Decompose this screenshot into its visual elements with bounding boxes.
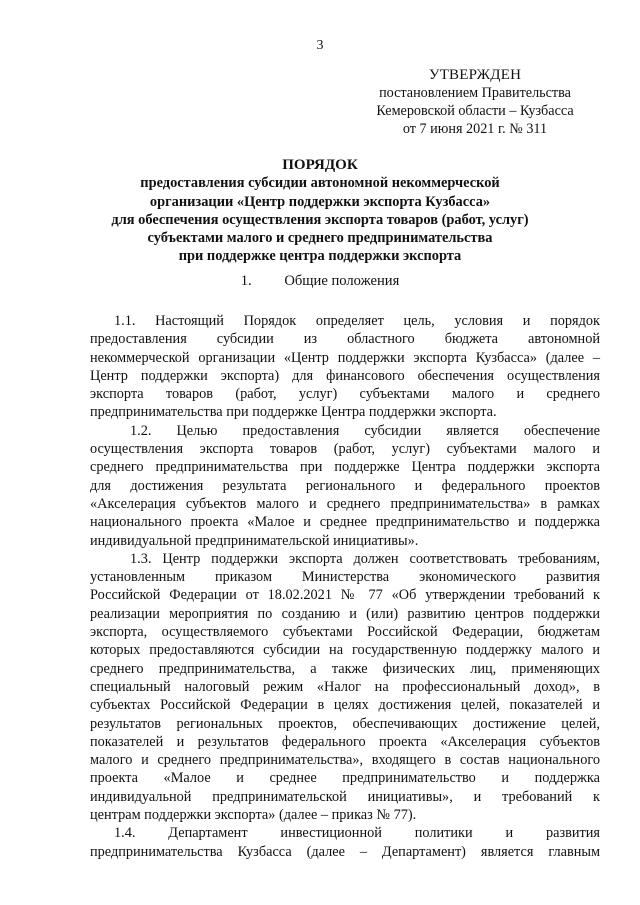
body-line: предоставления субсидии из областного бюджета автономной — [90, 331, 600, 348]
body-line: экспорта товаров (работ, услуг) субъектами малого и среднего — [90, 386, 600, 403]
body-line: 1.3. Центр поддержки экспорта должен соответствовать требованиям, — [130, 550, 600, 567]
title-line: организации «Центр поддержки экспорта Кузбасса» — [149, 193, 491, 210]
body-line: 1.1. Настоящий Порядок определяет цель, условия и порядок — [114, 313, 600, 329]
body-line: проекта «Малое и среднее предпринимательство и поддержка — [90, 770, 600, 787]
body-line: Центр поддержки экспорта) для финансового обеспечения осуществления — [90, 367, 600, 384]
body-line: установленным приказом Министерства экономического развития — [90, 569, 600, 586]
body-line: индивидуальной предпринимательской инициативы». — [90, 532, 419, 549]
section-heading — [0, 273, 640, 290]
approval-line-3: от 7 июня 2021 г. № 311 — [402, 121, 548, 137]
body-line: некоммерческой организации «Центр поддержки экспорта Кузбасса» (далее – — [90, 349, 600, 366]
body-line: которых предоставляются субсидии на государственную поддержку малого и — [90, 642, 600, 659]
section-number: 1. — [240, 273, 252, 289]
approval-heading: УТВЕРЖДЕН — [428, 67, 522, 83]
section-title: Общие положения — [284, 273, 400, 289]
title-line: для обеспечения осуществления экспорта товаров (работ, услуг) — [111, 211, 529, 228]
approval-line-2: Кемеровской области – Кузбасса — [376, 103, 574, 119]
body-line: среднего предпринимательства, а также физических лиц, применяющих — [90, 660, 600, 677]
body-line: предпринимательства Кузбасса (далее – Департамент) является главным — [90, 843, 600, 860]
body-line: специальный налоговый режим «Налог на профессиональный доход», в — [90, 678, 600, 695]
body-line: предпринимательства при поддержке Центра поддержки экспорта. — [90, 404, 497, 421]
body-line: индивидуальной предпринимательской инициативы», и требований к — [90, 788, 600, 805]
title-line: ПОРЯДОК — [282, 157, 358, 173]
document-body — [90, 312, 600, 861]
body-line: 1.2. Целью предоставления субсидии является обеспечение — [130, 422, 600, 439]
title-line: при поддержке центра поддержки экспорта — [178, 248, 462, 265]
body-line: показателей и результатов федерального проекта «Акселерация субъектов — [90, 733, 600, 750]
title-line: предоставления субсидии автономной некоммерческой — [140, 175, 500, 192]
body-line: среднего предпринимательства при поддержке Центра поддержки экспорта — [90, 459, 600, 476]
body-line: 1.4. Департамент инвестиционной политики и развития — [114, 825, 600, 842]
body-line: центрам поддержки экспорта» (далее – приказ № 77). — [90, 807, 417, 824]
body-line: результатов региональных проектов, обеспечивающих достижение целей, — [90, 715, 600, 732]
body-line: осуществления экспорта товаров (работ, услуг) субъектами малого и — [90, 441, 600, 458]
body-line: для достижения результата регионального и федерального проектов — [90, 477, 600, 494]
body-line: Российской Федерации от 18.02.2021 № 77 «Об утверждении требований к — [90, 587, 600, 604]
body-line: национального проекта «Малое и среднее предпринимательство и поддержка — [90, 514, 600, 531]
title-line: субъектами малого и среднего предпринимательства — [147, 230, 493, 247]
page-number: 3 — [316, 38, 324, 53]
body-line: малого и среднего предпринимательства», входящего в состав национального — [90, 752, 600, 769]
approval-line-1: постановлением Правительства — [379, 85, 571, 101]
body-line: «Акселерация субъектов малого и среднего предпринимательства» в рамках — [90, 495, 600, 512]
document-title — [60, 156, 580, 266]
body-line: экспорта, осуществляемого субъектами Российской Федерации, бюджетам — [90, 624, 600, 641]
body-line: субъектах Российской Федерации в целях достижения целей, показателей и — [90, 697, 600, 714]
approval-stamp — [340, 66, 610, 138]
body-line: реализации мероприятия по созданию и (или) развитию центров поддержки — [90, 605, 600, 622]
